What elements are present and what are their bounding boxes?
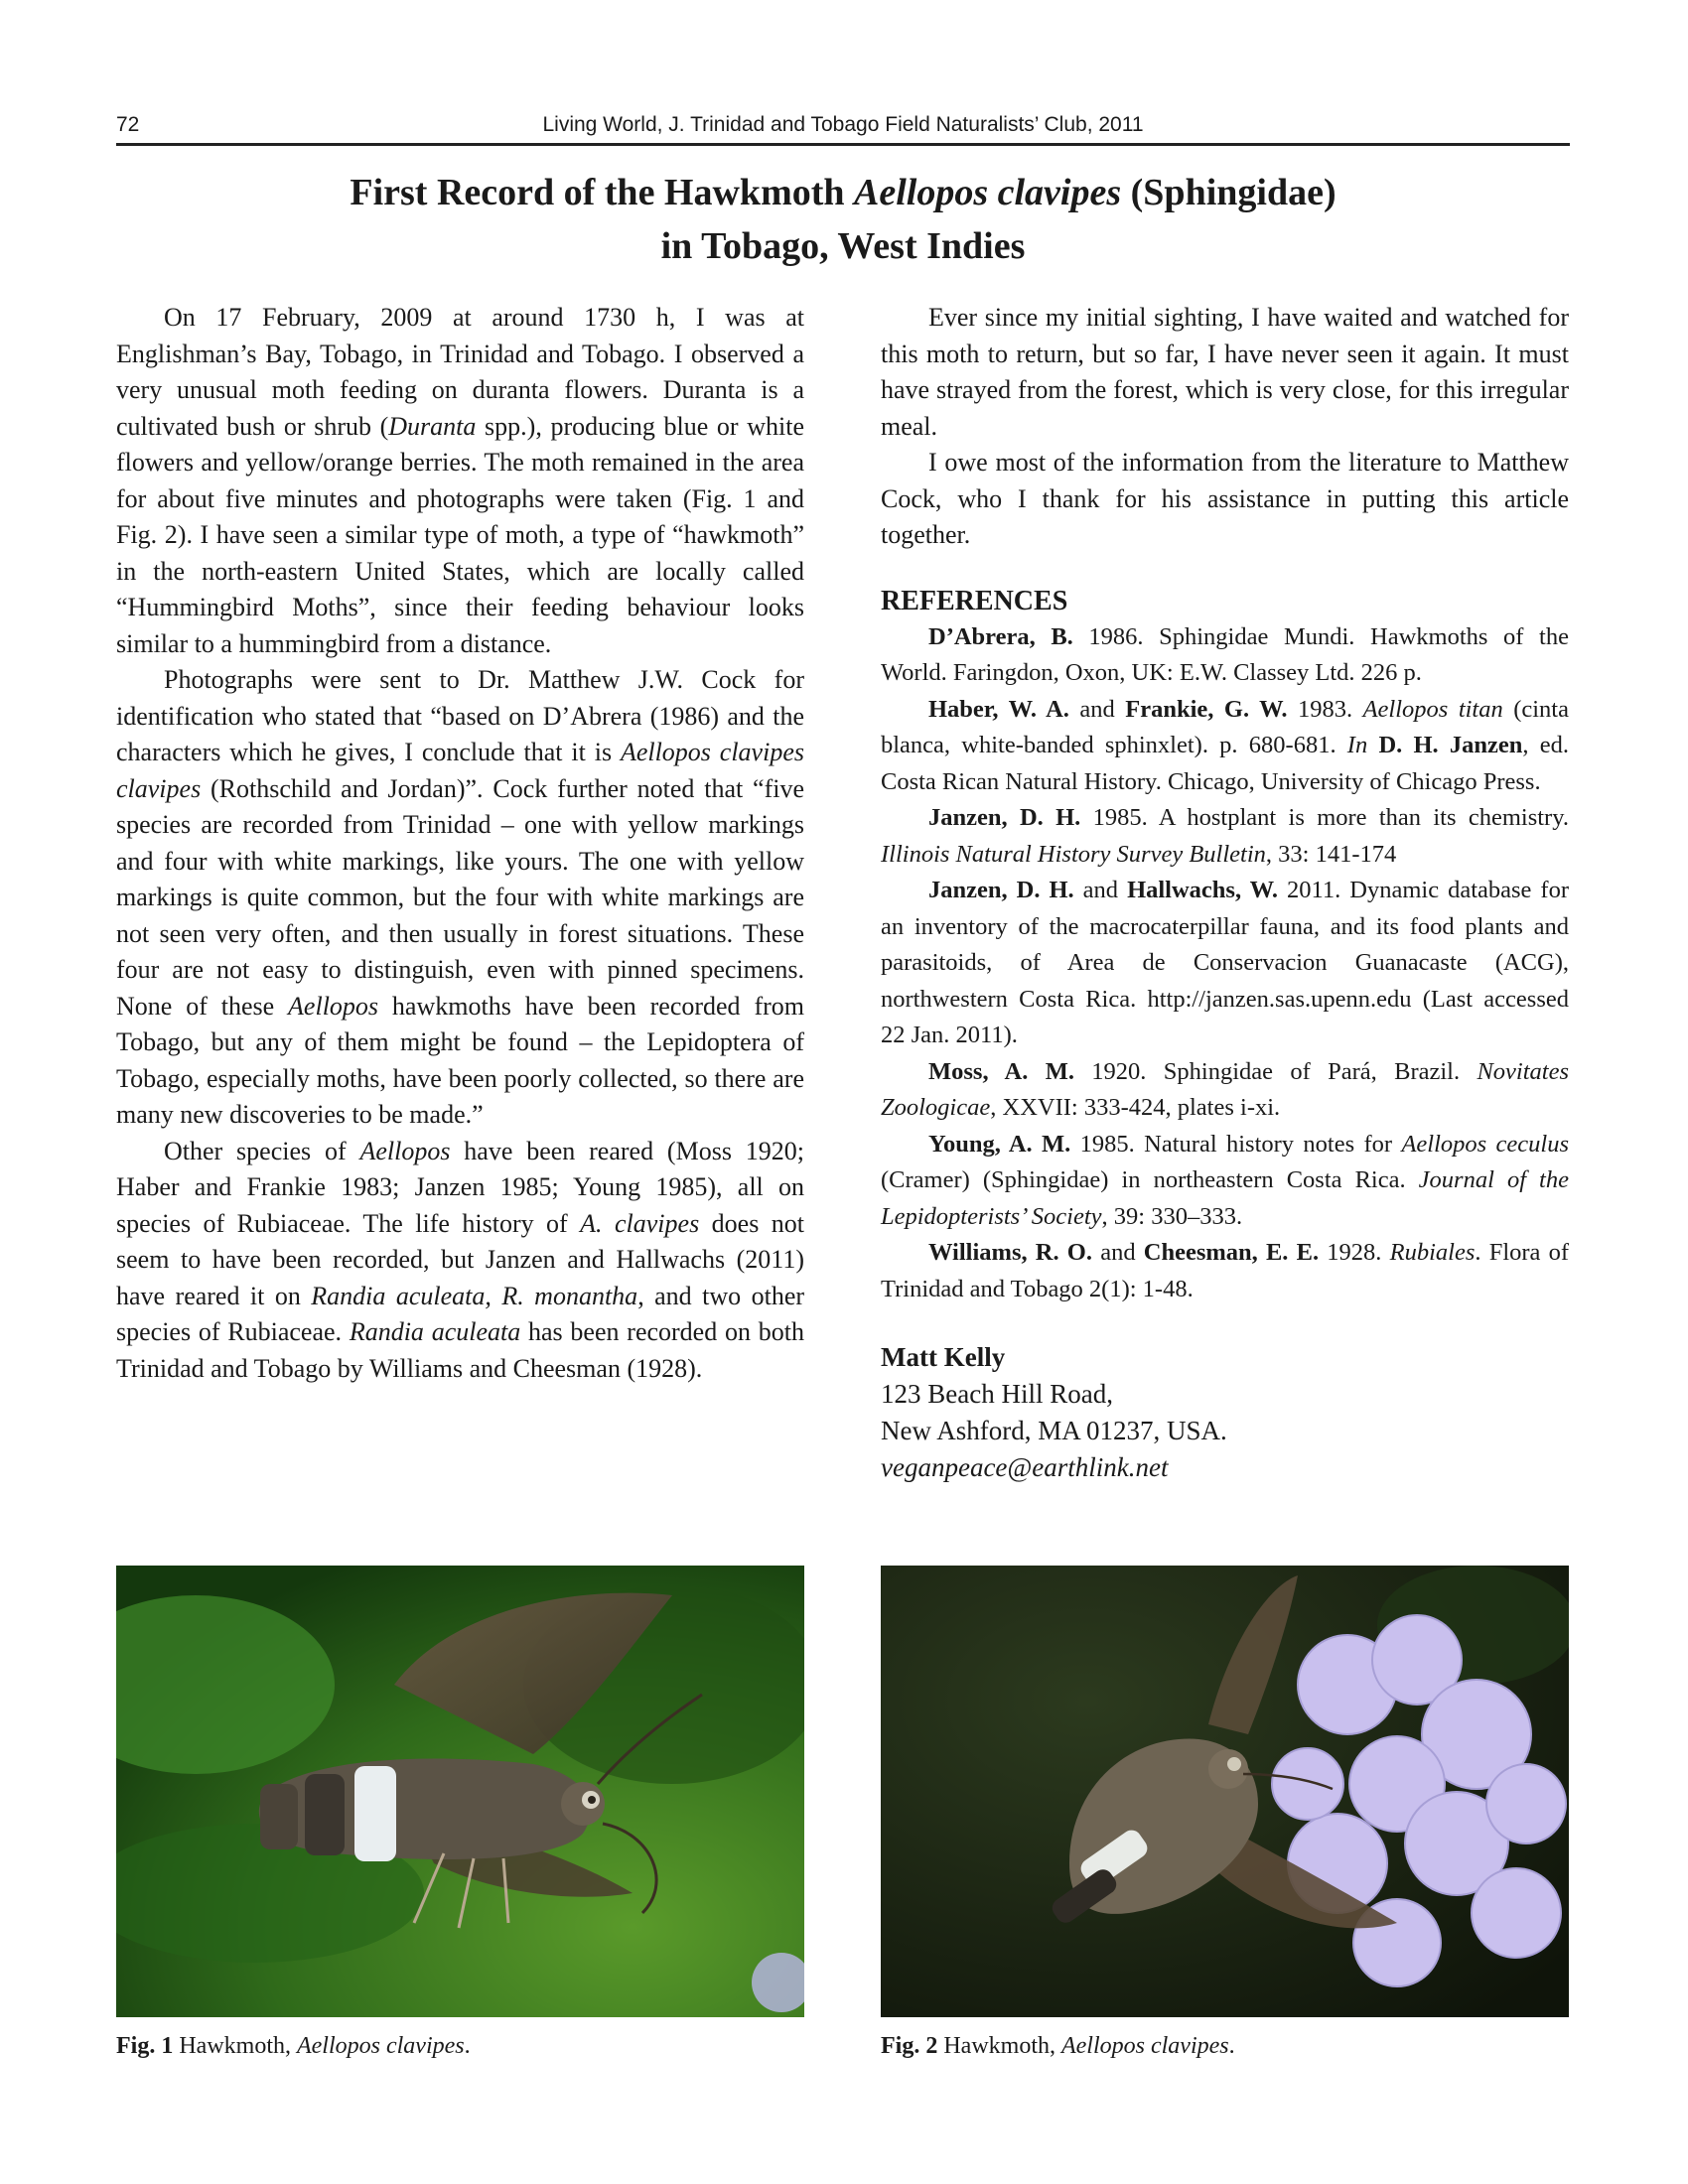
figure-1-photo [116, 1566, 804, 2017]
title-line-1: First Record of the Hawkmoth Aellopos clavipes (Sphingidae) [350, 172, 1336, 213]
reference-item: Young, A. M. 1985. Natural history notes for Aellopos ceculus (Cramer) (Sphingidae) in northeastern Costa Rica. Journal of the Lepidopterists’ Society, 39: 330–333. [881, 1130, 1570, 1230]
author-email[interactable]: veganpeace@earthlink.net [881, 1452, 1169, 1482]
figure-2-photo [881, 1566, 1569, 2017]
reference-item: Janzen, D. H. 1985. A hostplant is more than its chemistry. Illinois Natural History Survey Bulletin, 33: 141-174 [881, 804, 1569, 868]
running-header [116, 109, 1570, 146]
reference-item: Williams, R. O. and Cheesman, E. E. 1928. Rubiales. Flora of Trinidad and Tobago 2(1): 1-48. [881, 1239, 1570, 1302]
figure-2-caption: Fig. 2 Hawkmoth, Aellopos clavipes. [881, 2033, 1235, 2059]
paragraph-4: Ever since my initial sighting, I have waited and watched for this moth to return, but so far, I have never seen it again. It must have strayed from the forest, which is very close, for this irregular meal. [881, 303, 1569, 441]
right-column [881, 300, 1569, 1486]
page-number: 72 [116, 113, 140, 136]
paragraph-3: Other species of Aellopos have been reared (Moss 1920; Haber and Frankie 1983; Janzen 1985; Young 1985), all on species of Rubiaceae. The life history of A. clavipes does not seem to have been recorded, but Janzen and Hallwachs (2011) have reared it on Randia aculeata, R. monantha, and two other species of Rubiaceae. Randia aculeata has been recorded on both Trinidad and Tobago by Williams and Cheesman (1928). [116, 1136, 805, 1383]
author-city: New Ashford, MA 01237, USA. [881, 1416, 1227, 1445]
author-street: 123 Beach Hill Road, [881, 1379, 1113, 1409]
journal-title: Living World, J. Trinidad and Tobago Field Naturalists’ Club, 2011 [542, 113, 1144, 136]
author-name: Matt Kelly [881, 1342, 1006, 1372]
author-block [881, 1339, 1569, 1486]
reference-item: Moss, A. M. 1920. Sphingidae of Pará, Brazil. Novitates Zoologicae, XXVII: 333-424, plates i-xi. [881, 1057, 1569, 1121]
paragraph-5: I owe most of the information from the literature to Matthew Cock, who I thank for his assistance in putting this article together. [881, 448, 1569, 549]
references-heading: REFERENCES [881, 585, 1068, 616]
figure-1-caption: Fig. 1 Hawkmoth, Aellopos clavipes. [116, 2033, 471, 2059]
title-species: Aellopos clavipes [854, 172, 1122, 213]
paragraph-1: On 17 February, 2009 at around 1730 h, I was at Englishman’s Bay, Tobago, in Trinidad and Tobago. I observed a very unusual moth feeding on duranta flowers. Duranta is a cultivated bush or shrub (Duranta spp.), producing blue or white flowers and yellow/orange berries. The moth remained in the area for about five minutes and photographs were taken (Fig. 1 and Fig. 2). I have seen a similar type of moth, a type of “hawkmoth” in the north-eastern United States, which are locally called “Hummingbird Moths”, since their feeding behaviour looks similar to a hummingbird from a distance. [116, 303, 804, 658]
reference-item: D’Abrera, B. 1986. Sphingidae Mundi. Hawkmoths of the World. Faringdon, Oxon, UK: E.W. Classey Ltd. 226 p. [881, 622, 1569, 686]
paragraph-2: Photographs were sent to Dr. Matthew J.W. Cock for identification who stated that “based on D’Abrera (1986) and the characters which he gives, I conclude that it is Aellopos clavipes clavipes (Rothschild and Jordan)”. Cock further noted that “five species are recorded from Trinidad – one with yellow markings and four with white markings, like yours. The one with yellow markings is quite common, but the four with white markings are not seen very often, and then usually in forest situations. These four are not easy to distinguish, even with pinned specimens. None of these Aellopos hawkmoths have been recorded from Tobago, but any of them might be found – the Lepidoptera of Tobago, especially moths, have been poorly collected, so there are many new discoveries to be made.” [116, 665, 804, 1129]
reference-item: Janzen, D. H. and Hallwachs, W. 2011. Dynamic database for an inventory of the macrocaterpillar fauna, and its food plants and parasitoids, of Area de Conservacion Guanacaste (ACG), northwestern Costa Rica. http://janzen.sas.upenn.edu (Last accessed 22 Jan. 2011). [881, 877, 1569, 1048]
article-title [116, 167, 1570, 274]
left-column [116, 300, 804, 1387]
reference-item: Haber, W. A. and Frankie, G. W. 1983. Aellopos titan (cinta blanca, white-banded sphinxlet). p. 680-681. In D. H. Janzen, ed. Costa Rican Natural History. Chicago, University of Chicago Press. [881, 695, 1570, 795]
title-line-2: in Tobago, West Indies [660, 224, 1026, 267]
